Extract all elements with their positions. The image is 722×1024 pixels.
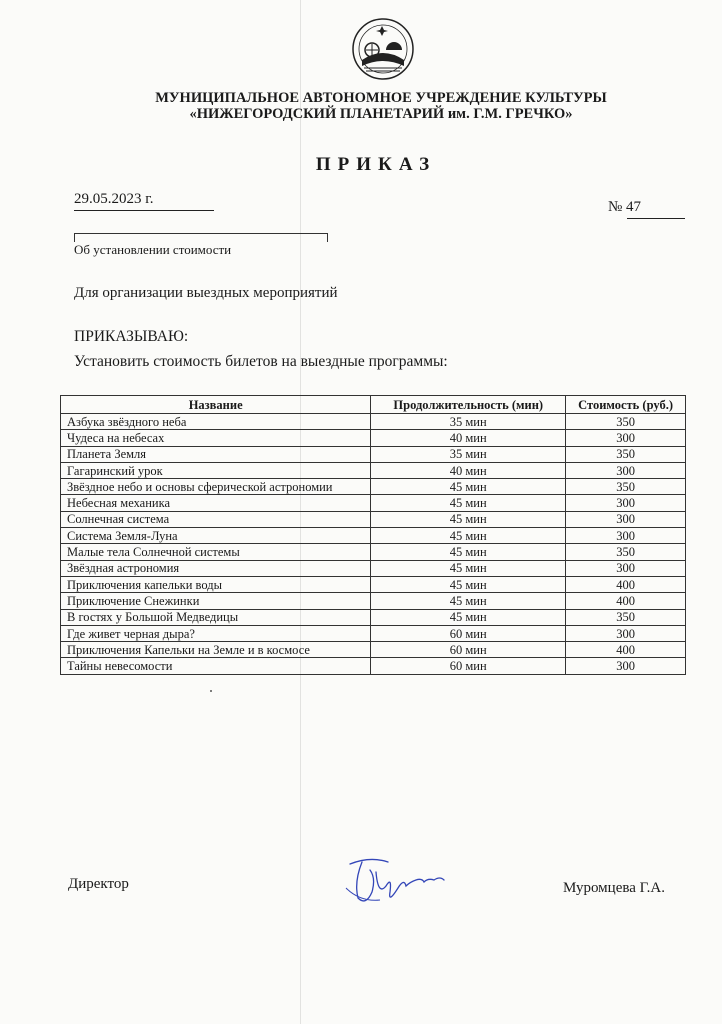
cell-duration: 45 мин	[371, 479, 566, 495]
order-number: № 47	[608, 199, 642, 215]
cell-program-name: Приключение Снежинки	[61, 593, 371, 609]
cell-program-name: Где живет черная дыра?	[61, 625, 371, 641]
order-word: ПРИКАЗЫВАЮ:	[74, 328, 189, 345]
cell-duration: 40 мин	[371, 462, 566, 478]
cell-price: 300	[566, 511, 686, 527]
cell-program-name: Приключения Капельки на Земле и в космосе	[61, 642, 371, 658]
cell-program-name: Планета Земля	[61, 446, 371, 462]
price-table	[60, 395, 686, 675]
cell-price: 400	[566, 593, 686, 609]
number-underline	[627, 218, 685, 219]
cell-price: 350	[566, 609, 686, 625]
cell-program-name: Система Земля-Луна	[61, 528, 371, 544]
table-row	[61, 462, 686, 478]
cell-price: 350	[566, 446, 686, 462]
org-line-1: МУНИЦИПАЛЬНОЕ АВТОНОМНОЕ УЧРЕЖДЕНИЕ КУЛЬТУРЫ	[155, 90, 607, 106]
cell-program-name: Звёздное небо и основы сферической астрономии	[61, 479, 371, 495]
cell-program-name: Азбука звёздного неба	[61, 414, 371, 430]
cell-duration: 45 мин	[371, 528, 566, 544]
order-purpose: Для организации выездных мероприятий	[74, 285, 338, 301]
table-row	[61, 528, 686, 544]
stray-mark	[210, 690, 212, 692]
cell-duration: 45 мин	[371, 576, 566, 592]
table-row	[61, 446, 686, 462]
cell-price: 300	[566, 658, 686, 674]
date-underline	[74, 210, 214, 211]
director-signature	[340, 852, 450, 908]
director-name: Муромцева Г.А.	[563, 880, 665, 896]
cell-duration: 45 мин	[371, 560, 566, 576]
table-row	[61, 430, 686, 446]
cell-duration: 45 мин	[371, 609, 566, 625]
header-name: Название	[61, 396, 371, 414]
header-duration: Продолжительность (мин)	[371, 396, 566, 414]
cell-duration: 60 мин	[371, 625, 566, 641]
table-row	[61, 495, 686, 511]
order-subject: Об установлении стоимости	[74, 242, 232, 257]
cell-price: 350	[566, 479, 686, 495]
cell-program-name: Тайны невесомости	[61, 658, 371, 674]
cell-program-name: Гагаринский урок	[61, 462, 371, 478]
cell-price: 350	[566, 414, 686, 430]
cell-program-name: Солнечная система	[61, 511, 371, 527]
cell-duration: 45 мин	[371, 495, 566, 511]
cell-price: 300	[566, 560, 686, 576]
cell-program-name: Приключения капельки воды	[61, 576, 371, 592]
table-header-row	[61, 396, 686, 414]
cell-duration: 45 мин	[371, 511, 566, 527]
table-row	[61, 511, 686, 527]
table-row	[61, 642, 686, 658]
cell-duration: 35 мин	[371, 446, 566, 462]
table-row	[61, 625, 686, 641]
header-price: Стоимость (руб.)	[566, 396, 686, 414]
cell-price: 400	[566, 576, 686, 592]
cell-program-name: Звёздная астрономия	[61, 560, 371, 576]
table-row	[61, 479, 686, 495]
cell-price: 300	[566, 430, 686, 446]
table-row	[61, 658, 686, 674]
cell-duration: 35 мин	[371, 414, 566, 430]
cell-price: 300	[566, 462, 686, 478]
table-row	[61, 609, 686, 625]
document-title: ПРИКАЗ	[315, 154, 437, 175]
org-line-2: «НИЖЕГОРОДСКИЙ ПЛАНЕТАРИЙ им. Г.М. ГРЕЧКО»	[189, 106, 573, 122]
subject-bracket	[74, 233, 328, 242]
cell-duration: 40 мин	[371, 430, 566, 446]
cell-program-name: Чудеса на небесах	[61, 430, 371, 446]
cell-duration: 45 мин	[371, 544, 566, 560]
cell-price: 300	[566, 495, 686, 511]
director-title: Директор	[68, 876, 129, 892]
order-date: 29.05.2023 г.	[74, 191, 154, 207]
table-row	[61, 576, 686, 592]
organization-name	[0, 90, 722, 122]
order-text: Установить стоимость билетов на выездные программы:	[74, 353, 448, 370]
cell-duration: 60 мин	[371, 658, 566, 674]
cell-price: 300	[566, 625, 686, 641]
cell-duration: 60 мин	[371, 642, 566, 658]
table-row	[61, 414, 686, 430]
cell-duration: 45 мин	[371, 593, 566, 609]
table-row	[61, 560, 686, 576]
cell-program-name: В гостях у Большой Медведицы	[61, 609, 371, 625]
planetarium-logo	[348, 16, 418, 82]
table-row	[61, 593, 686, 609]
table-row	[61, 544, 686, 560]
cell-price: 350	[566, 544, 686, 560]
cell-program-name: Небесная механика	[61, 495, 371, 511]
cell-price: 300	[566, 528, 686, 544]
cell-price: 400	[566, 642, 686, 658]
cell-program-name: Малые тела Солнечной системы	[61, 544, 371, 560]
